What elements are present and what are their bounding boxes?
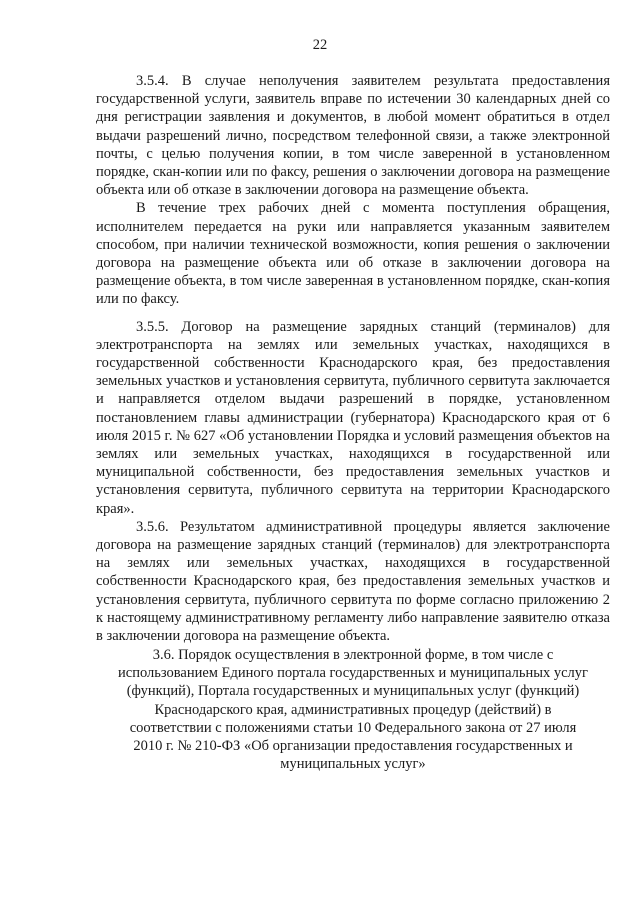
paragraph-3-5-6: 3.5.6. Результатом административной процедуры является заключение договора на размещение зарядных станций (терминалов) для электротранспорта на землях или земельных участках, находящихся в государственной собственности Краснодарского края, без предоставления земельных участков и установления сервитута, публичного сервитута по форме согласно приложению 2 к настоящему административному регламенту либо направление заявителю отказа в заключении договора на размещение объекта. [96, 518, 610, 645]
paragraph-response-terms: В течение трех рабочих дней с момента поступления обращения, исполнителем передается на руки или направляется указанным заявителем способом, при наличии технической возможности, копия решения о заключении договора на размещение объекта или об отказе в заключении договора на размещение объекта, в том числе заверенная в установленном порядке, скан-копия или по факсу. [96, 200, 610, 308]
paragraph-3-5-5: 3.5.5. Договор на размещение зарядных станций (терминалов) для электротранспорта на землях или земельных участках, находящихся в государственной собственности Краснодарского края, без предоставления земельных участков и установления сервитута, публичного сервитута заключается и направляется отделом выдачи разрешений в порядке, установленном постановлением главы администрации (губернатора) Краснодарского края от 6 июля 2015 г. № 627 «Об установлении Порядка и условий размещения объектов на землях или земельных участках, находящихся в государственной или муниципальной собственности, без предоставления земельных участков и установления сервитута, публичного сервитута на территории Краснодарского края». [96, 318, 610, 517]
body-text [96, 72, 610, 645]
page-number: 22 [312, 37, 328, 53]
section-heading-3-6: 3.6. Порядок осуществления в электронной форме, в том числе с использованием Единого портала государственных и муниципальных услуг (функций), Портала государственных и муниципальных услуг (функций) Краснодарского края, административных процедур (действий) в соответствии с положениями статьи 10 Федерального закона от 27 июля 2010 г. № 210-ФЗ «Об организации предоставления государственных и муниципальных услуг» [118, 647, 588, 773]
paragraph-3-5-4: 3.5.4. В случае неполучения заявителем результата предоставления государственной услуги, заявитель вправе по истечении 30 календарных дней со дня регистрации заявления и документов, в любой момент обратиться в отдел выдачи разрешений лично, посредством телефонной связи, а также электронной почты, с целью получения копии, в том числе заверенной в установленном порядке, скан-копии или по факсу, решения о заключении договора на размещение объекта или об отказе в заключении договора на размещение объекта. [96, 73, 610, 199]
